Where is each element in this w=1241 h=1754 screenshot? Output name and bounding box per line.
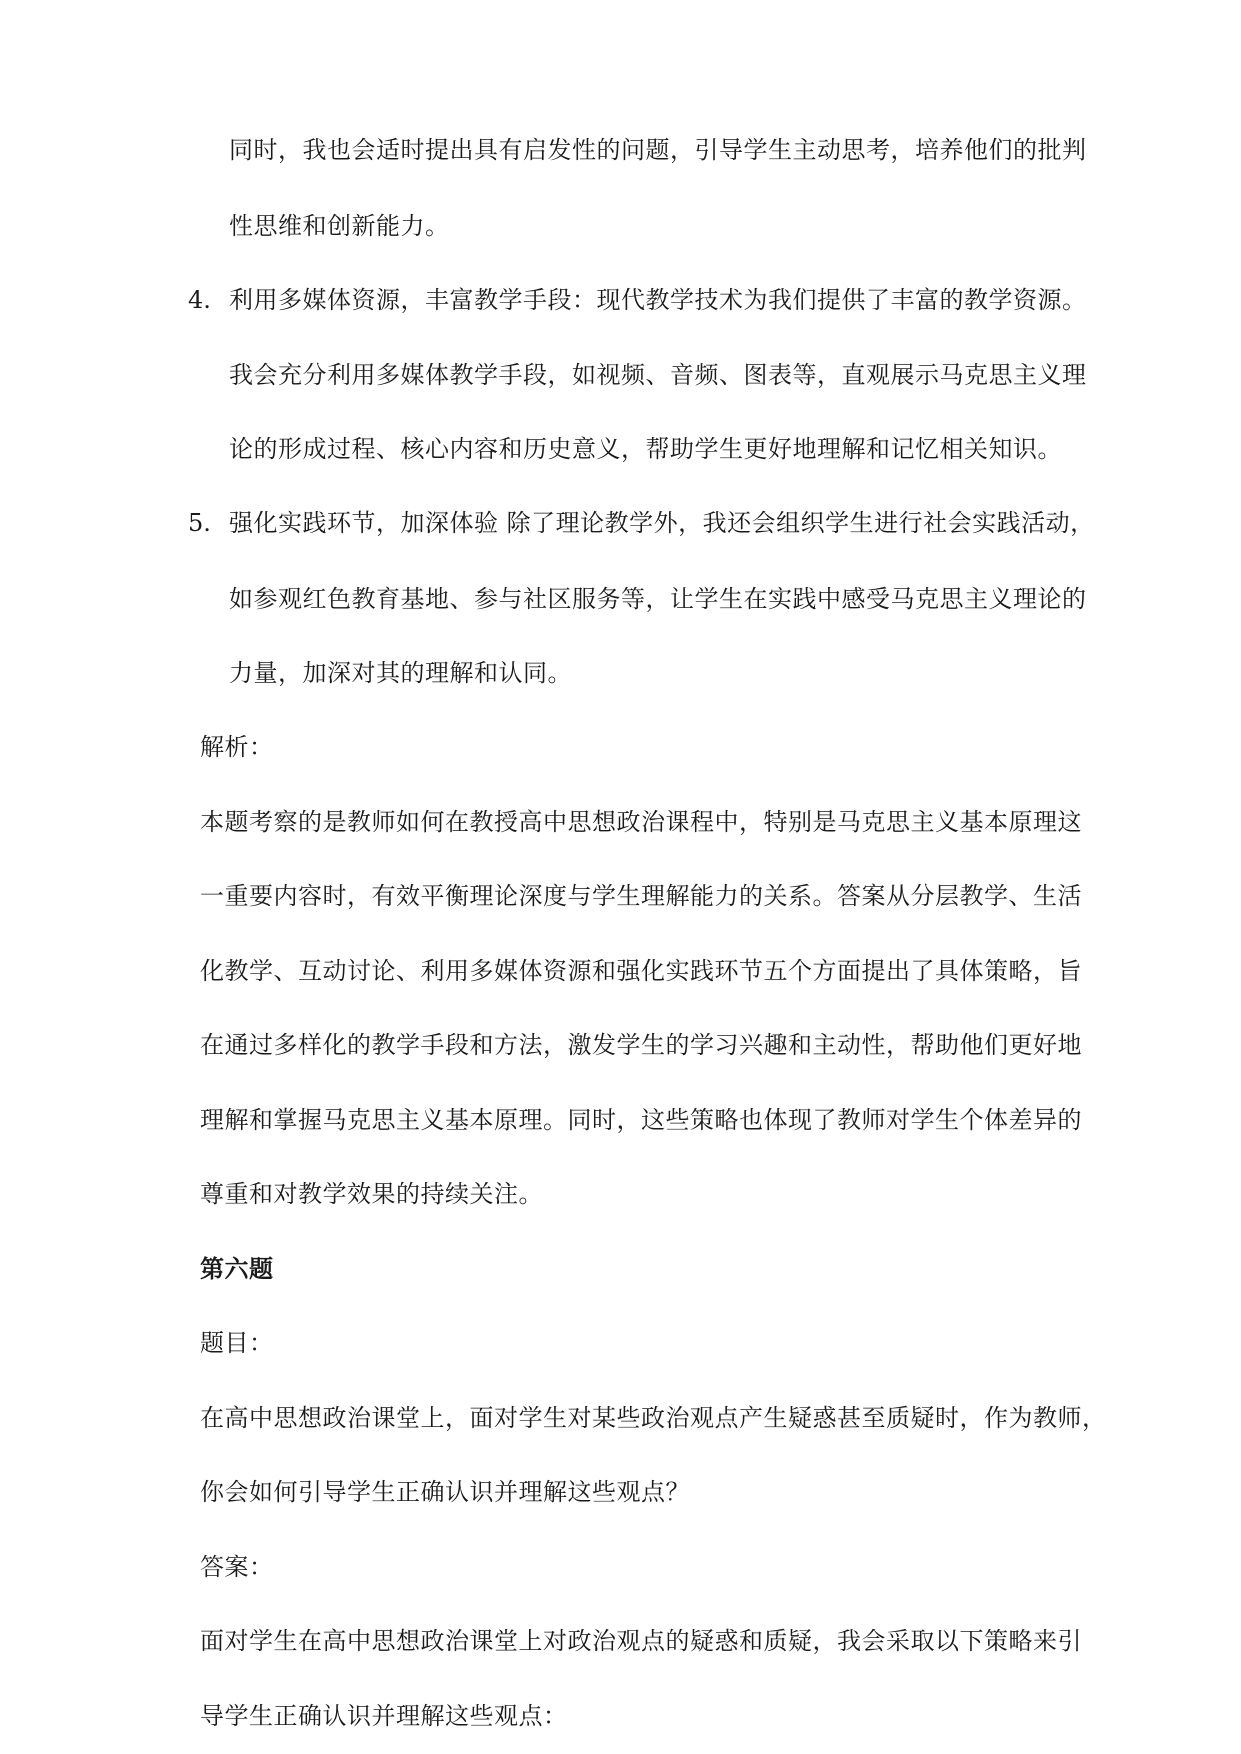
item5-line-1: 强化实践环节，加深体验 除了理论教学外，我还会组织学生进行社会实践活动， [229,509,1095,537]
analysis-line-3: 化教学、互动讨论、利用多媒体资源和强化实践环节五个方面提出了具体策略，旨 [200,957,1082,985]
answer-label: 答案： [200,1553,274,1581]
question-line-2: 你会如何引导学生正确认识并理解这些观点？ [200,1478,690,1506]
item4-number: 4. [188,286,211,314]
analysis-line-1: 本题考察的是教师如何在教授高中思想政治课程中，特别是马克思主义基本原理这 [200,808,1082,836]
analysis-line-6: 尊重和对教学效果的持续关注。 [200,1180,543,1208]
analysis-line-4: 在通过多样化的教学手段和方法，激发学生的学习兴趣和主动性，帮助他们更好地 [200,1031,1082,1059]
answer-line-2: 导学生正确认识并理解这些观点： [200,1702,568,1730]
item3-line-2: 性思维和创新能力。 [229,212,450,240]
analysis-label: 解析： [200,733,274,761]
answer-line-1: 面对学生在高中思想政治课堂上对政治观点的疑惑和质疑，我会采取以下策略来引 [200,1627,1082,1655]
question-line-1: 在高中思想政治课堂上，面对学生对某些政治观点产生疑惑甚至质疑时，作为教师， [200,1404,1107,1432]
item5-number: 5. [188,509,211,537]
question-label: 题目： [200,1329,274,1357]
item4-line-2: 我会充分利用多媒体教学手段，如视频、音频、图表等，直观展示马克思主义理 [229,361,1087,389]
item5-line-3: 力量，加深对其的理解和认同。 [229,659,572,687]
item4-line-3: 论的形成过程、核心内容和历史意义，帮助学生更好地理解和记忆相关知识。 [229,435,1062,463]
analysis-line-2: 一重要内容时，有效平衡理论深度与学生理解能力的关系。答案从分层教学、生活 [200,882,1082,910]
analysis-line-5: 理解和掌握马克思主义基本原理。同时，这些策略也体现了教师对学生个体差异的 [200,1106,1082,1134]
item5-line-2: 如参观红色教育基地、参与社区服务等，让学生在实践中感受马克思主义理论的 [229,585,1087,613]
question-heading: 第六题 [200,1254,274,1283]
item4-line-1: 利用多媒体资源，丰富教学手段：现代教学技术为我们提供了丰富的教学资源。 [229,286,1087,314]
item3-line-1: 同时，我也会适时提出具有启发性的问题，引导学生主动思考，培养他们的批判 [229,136,1087,164]
